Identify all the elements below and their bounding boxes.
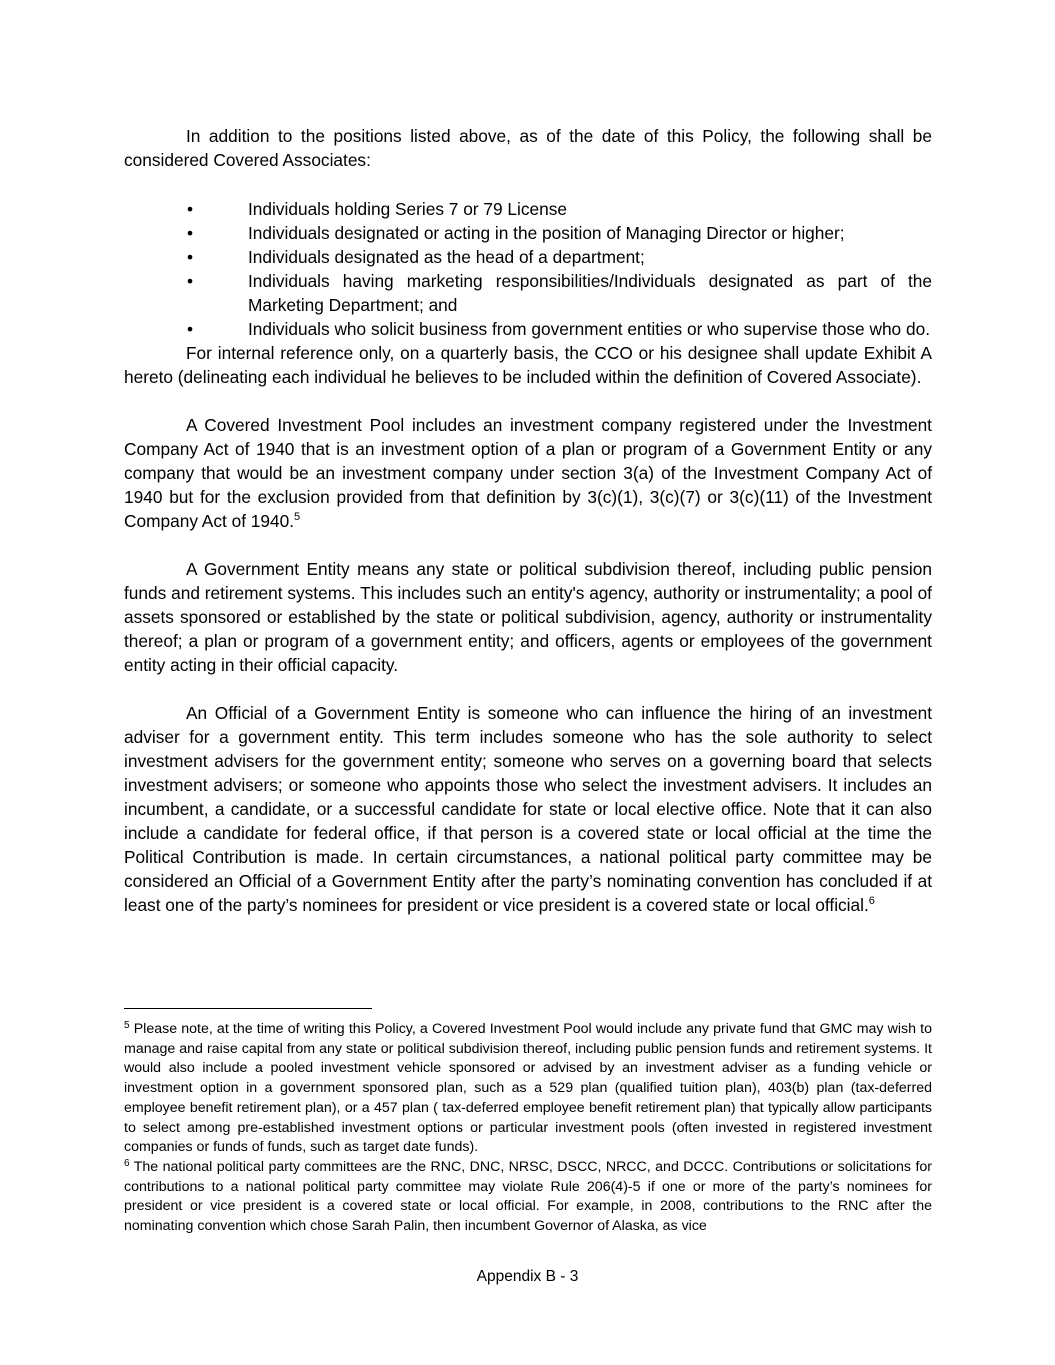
- list-item: • Individuals designated as the head of a department;: [187, 247, 645, 267]
- footnote-separator: [124, 1008, 372, 1009]
- spacer: [124, 389, 932, 413]
- spacer: [124, 533, 932, 557]
- footnote-ref[interactable]: 5: [294, 511, 301, 523]
- footnote-number: 5: [124, 1020, 130, 1031]
- spacer: [124, 677, 932, 701]
- bullet-icon: •: [187, 199, 194, 219]
- bullet-icon: •: [187, 271, 194, 291]
- intro-paragraph: In addition to the positions listed above, as of the date of this Policy, the following shall be considered Covered Associates:: [124, 126, 932, 170]
- bullet-icon: •: [187, 223, 194, 243]
- footnote-5: $^5$ Please note, at the time of writing this Policy, a Covered Investment Pool would include any private fund that GMC may wish to manage and raise capital from any state or political subdivision thereof, including public pension funds and retirement systems. It would also include a pooled investment vehicle sponsored or advised by an investment adviser as a funding vehicle or investment option in a government sponsored plan, such as a 529 plan (qualified tuition plan), 403(b) plan (tax-deferred employee benefit retirement plan), or a 457 plan ( tax-deferred employee benefit retirement plan) that typically allow participants to select among pre-established investment options or particular investment pools (often invested in registered investment companies or funds of funds, such as target date funds).: [124, 1020, 932, 1156]
- document-body: [124, 124, 932, 917]
- footnote-number: 6: [124, 1157, 130, 1169]
- footnotes: [124, 1020, 932, 1237]
- bullet-icon: •: [187, 319, 194, 339]
- list-item: • Individuals holding Series 7 or 79 License: [187, 199, 567, 219]
- bullet-icon: •: [187, 247, 194, 267]
- spacer: [124, 172, 932, 197]
- government-entity-paragraph: A Government Entity means any state or political subdivision thereof, including public pension funds and retirement systems. This includes such an entity's agency, authority or instrumentality; a pool of assets sponsored or established by the state or political subdivision, agency, authority or instrumentality thereof; a plan or program of a government entity; and officers, agents or employees of the government entity acting in their official capacity.: [124, 559, 932, 675]
- internal-reference-paragraph: For internal reference only, on a quarterly basis, the CCO or his designee shall update Exhibit A hereto (delineating each individual he believes to be included within the definition of Covered Associate).: [124, 343, 932, 387]
- footnote-6: $^6$ The national political party committees are the RNC, DNC, NRSC, DSCC, NRCC, and DCCC. Contributions or solicitations for contributions to a national political party committee may violate Rule 206(4)-5 if one or more of the party’s nominees for president or vice president is a covered state or local official. For example, in 2008, contributions to the RNC after the nominating convention which chose Sarah Palin, then incumbent Governor of Alaska, as vice: [124, 1157, 932, 1235]
- list-item: • Individuals designated or acting in the position of Managing Director or higher;: [187, 223, 845, 243]
- page-footer: Appendix B - 3: [476, 1268, 579, 1285]
- list-item: • Individuals who solicit business from government entities or who supervise those who do.: [187, 319, 930, 339]
- list-item: • Individuals having marketing responsibilities/Individuals designated as part of the Marketing Department; and: [187, 271, 932, 315]
- covered-associates-list: [124, 197, 932, 341]
- footnote-ref[interactable]: 6: [868, 895, 875, 907]
- official-paragraph: An Official of a Government Entity is someone who can influence the hiring of an investment adviser for a government entity. This term includes someone who has the sole authority to select investment advisers for the government entity; someone who serves on a governing board that selects investment advisers; or someone who appoints those who select the investment advisers. It includes an incumbent, a candidate, or a successful candidate for state or local elective office. Note that it can also include a candidate for federal office, if that person is a covered state or local official at the time the Political Contribution is made. In certain circumstances, a national political party committee may be considered an Official of a Government Entity after the party’s nominating convention has concluded if at least one of the party’s nominees for president or vice president is a covered state or local official.$^6$: [124, 703, 932, 915]
- covered-investment-pool-paragraph: A Covered Investment Pool includes an investment company registered under the Investment Company Act of 1940 that is an investment option of a plan or program of a Government Entity or any company that would be an investment company under section 3(a) of the Investment Company Act of 1940 but for the exclusion provided from that definition by 3(c)(1), 3(c)(7) or 3(c)(11) of the Investment Company Act of 1940.$^5$: [124, 415, 932, 531]
